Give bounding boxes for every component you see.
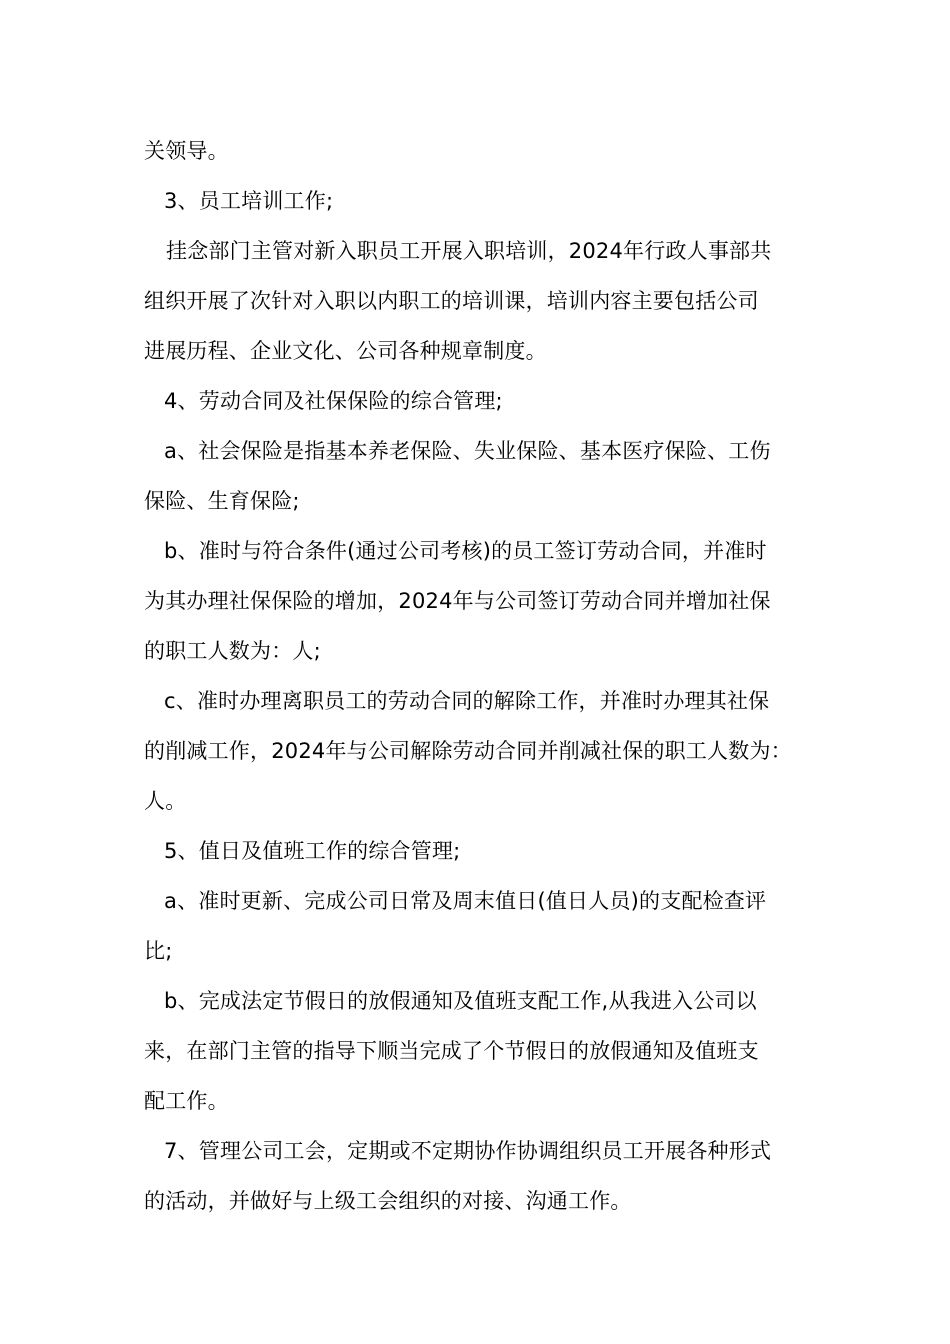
paragraph-line: 来，在部门主管的指导下顺当完成了个节假日的放假通知及值班支 bbox=[144, 1039, 759, 1063]
section-heading: 3、员工培训工作; bbox=[164, 189, 334, 213]
paragraph-line: a、准时更新、完成公司日常及周末值日(值日人员)的支配检查评 bbox=[164, 889, 767, 913]
paragraph-line: 关领导。 bbox=[144, 139, 229, 163]
section-heading: 7、管理公司工会，定期或不定期协作协调组织员工开展各种形式 bbox=[164, 1139, 772, 1163]
paragraph-line: 挂念部门主管对新入职员工开展入职培训，2024年行政人事部共 bbox=[166, 239, 772, 263]
paragraph-line: 人。 bbox=[144, 789, 187, 813]
paragraph-line: 组织开展了次针对入职以内职工的培训课，培训内容主要包括公司 bbox=[144, 289, 759, 313]
paragraph-line: b、完成法定节假日的放假通知及值班支配工作,从我进入公司以 bbox=[164, 989, 757, 1013]
paragraph-line: 的职工人数为：人; bbox=[144, 639, 321, 663]
paragraph-line: b、准时与符合条件(通过公司考核)的员工签订劳动合同，并准时 bbox=[164, 539, 767, 563]
paragraph-line: 比; bbox=[144, 939, 173, 963]
paragraph-line: 进展历程、企业文化、公司各种规章制度。 bbox=[144, 339, 547, 363]
paragraph-line: 为其办理社保保险的增加，2024年与公司签订劳动合同并增加社保 bbox=[144, 589, 771, 613]
paragraph-line: 的削减工作，2024年与公司解除劳动合同并削减社保的职工人数为： bbox=[144, 739, 792, 763]
paragraph-line: c、准时办理离职员工的劳动合同的解除工作，并准时办理其社保 bbox=[164, 689, 770, 713]
section-heading: 5、值日及值班工作的综合管理; bbox=[164, 839, 461, 863]
paragraph-line: 配工作。 bbox=[144, 1089, 229, 1113]
section-heading: 4、劳动合同及社保保险的综合管理; bbox=[164, 389, 503, 413]
paragraph-line: 保险、生育保险; bbox=[144, 489, 300, 513]
paragraph-line: 的活动，并做好与上级工会组织的对接、沟通工作。 bbox=[144, 1189, 632, 1213]
paragraph-line: a、社会保险是指基本养老保险、失业保险、基本医疗保险、工伤 bbox=[164, 439, 771, 463]
